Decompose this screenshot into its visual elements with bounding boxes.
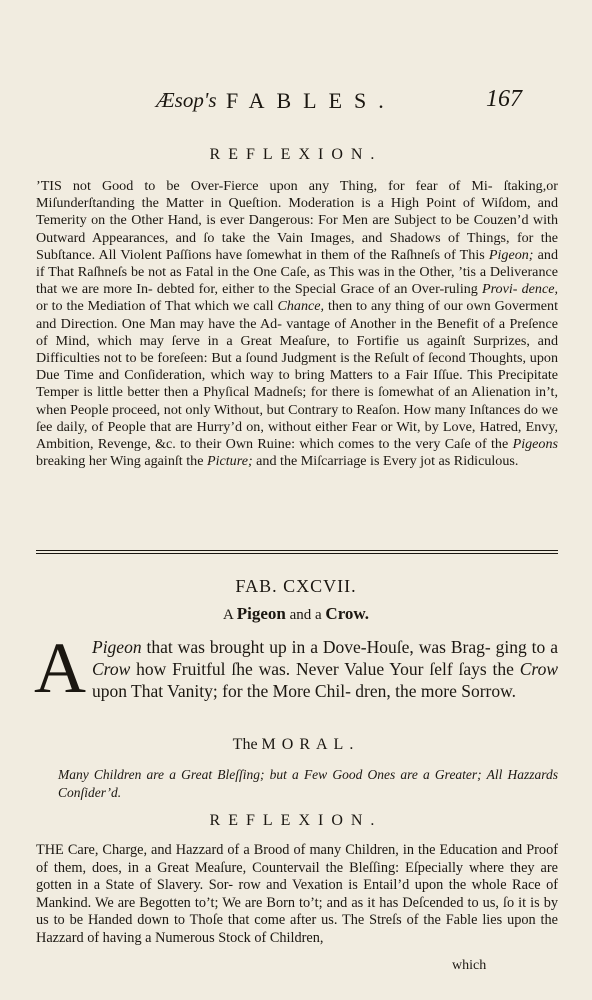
header-aesop: Æsop's	[156, 88, 217, 112]
catchword: which	[452, 958, 487, 973]
page-number: 167	[486, 86, 522, 112]
header-fables: FABLES.	[226, 88, 396, 113]
reflexion-heading-1: REFLEXION.	[209, 146, 383, 163]
moral-text: Many Children are a Great Bleſſing; but a Few Good Ones are a Greater; All Hazzards Conſider’d.	[58, 767, 558, 800]
fable-text: A Pigeon that was brought up in a Dove-Houſe, was Brag- ging to a Crow how Fruitful ſhe was. Never Value Your ſelf ſays the Crow upon That Vanity; for the More Chil- dren, the more Sorrow.	[34, 628, 558, 708]
fable-number: FAB. CXCVII.	[235, 576, 357, 596]
drop-cap: A	[34, 628, 86, 708]
fable-title: A Pigeon and a Crow.	[222, 604, 370, 623]
fable-title-pigeon: Pigeon	[236, 604, 286, 623]
fable-title-crow: Crow.	[325, 604, 370, 623]
section-divider	[36, 550, 558, 554]
reflexion-paragraph-1: ’TIS not Good to be Over-Fierce upon any Thing, for fear of Mi- ſtaking,or Miſunderſtanding the Matter in Queſtion. Moderation is a High Point of Wiſdom, and Temerity on the Other Hand, is ever Dangerous: For Men are Subject to be Couzen’d with Outward Appearances, and ſo take the Vain Images, and Shadows of Things, for the Subſtance. All Violent Paſſions have ſomewhat in them of the Raſhneſs of This Pigeon; and if That Raſhneſs be not as Fatal in the One Caſe, as This was in the Other, ’tis a Deliverance that we are more In- debted for, either to the Special Grace of an Over-ruling Provi- dence, or to the Mediation of That which we call Chance, then to any thing of our own Goverment and Direction. One Man may have the Ad- vantage of Another in the Benefit of a Preſence of Mind, which may ſerve in a Great Meaſure, to Fortifie us againſt Surprizes, and Difficulties not to be foreſeen: But a ſound Judgment is the Reſult of ſecond Thoughts, upon Due Time and Conſideration, which way to bring Matters to a Fair Iſſue. This Precipitate Temper is little better then a Phyſical Madneſs; for there is ſomewhat of an Alienation in’t, when People proceed, not only Without, but Contrary to Reaſon. How many Inſtances do we ſee daily, of People that are Hurry’d on, without either Fear or Wit, by Love, Hatred, Envy, Ambition, Revenge, &c. to their Own Ruine: which comes to the very Caſe of the Pigeons breaking her Wing againſt the Picture; and the Miſcarriage is Every jot as Ridiculous.	[36, 178, 559, 470]
reflexion-paragraph-2: THE Care, Charge, and Hazzard of a Brood of many Children, in the Education and Proof of them, does, in a Great Meaſure, Countervail the Bleſſing: Eſpecially where they are gotten in a State of Slavery. Sor- row and Vexation is Entail’d upon the whole Race of Mankind. We are Begotten to’t; We are Born to’t; and as it has Deſcended to us, ſo it is by us to be Handed down to Thoſe that come after us. The Streſs of the Fable lies upon the Hazzard of having a Numerous Stock of Children,	[36, 842, 558, 946]
running-header	[0, 84, 592, 114]
reflexion-heading-2: REFLEXION.	[209, 812, 383, 829]
moral-heading: The MORAL.	[232, 736, 360, 753]
